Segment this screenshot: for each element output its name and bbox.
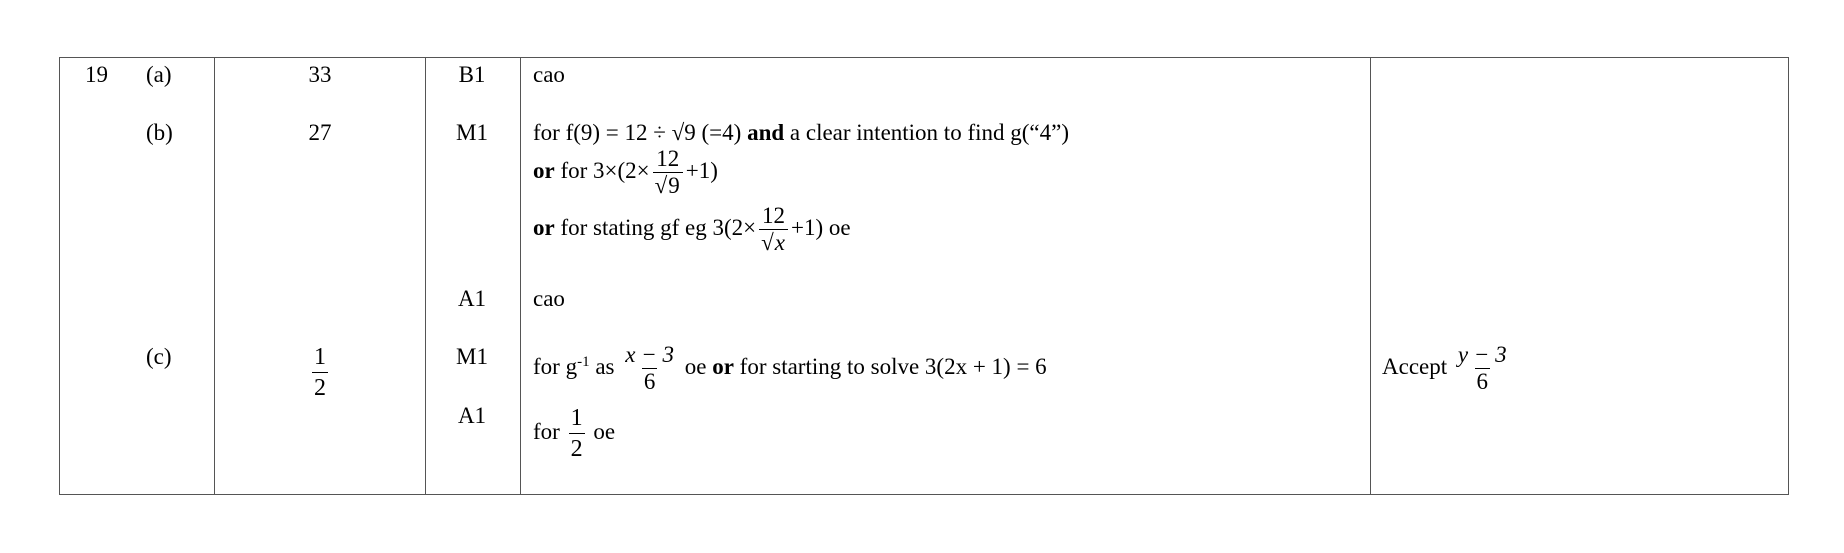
part-c-a1-suffix: oe <box>587 418 616 444</box>
part-c-m1-superscript: -1 <box>577 353 590 370</box>
part-b-m1-line1 <box>533 118 1069 148</box>
part-c-label: (c) <box>146 344 172 369</box>
part-a-mark-code: B1 <box>458 62 486 87</box>
part-b-label: (b) <box>146 120 173 145</box>
part-b-answer: 27 <box>308 120 332 145</box>
part-c-answer-fraction <box>312 342 328 403</box>
part-c-note-fraction <box>1456 342 1509 395</box>
part-b-m1-line2-prefix: for 3×(2× <box>560 157 650 183</box>
part-c-note-numerator: y − 3 <box>1457 342 1507 367</box>
part-c-a1-prefix: for <box>533 418 566 444</box>
part-b-m1-line1-rest: a clear intention to find g(“4”) <box>789 120 1069 145</box>
part-c-a1-fraction <box>569 403 585 464</box>
part-c-m1-guidance <box>533 342 1047 395</box>
part-c-a1-numerator: 1 <box>570 405 583 431</box>
part-c-note-denominator: 6 <box>1476 369 1488 394</box>
part-b-m1-line3-or: or <box>533 214 555 240</box>
part-b-m1-line2-or: or <box>533 157 555 183</box>
part-b-a1-guidance: cao <box>533 286 565 311</box>
part-b-m1-line3-numerator: 12 <box>762 203 786 228</box>
part-b-m1-line1-bold: and <box>747 120 785 145</box>
part-c-m1-as: as <box>589 353 621 379</box>
part-c-m1-bold: or <box>712 353 734 379</box>
column-divider-1 <box>214 58 215 494</box>
question-number: 19 <box>85 62 108 87</box>
column-divider-3 <box>520 58 521 494</box>
part-a-answer: 33 <box>308 62 332 87</box>
part-c-answer-numerator: 1 <box>314 344 326 370</box>
part-c-answer <box>309 342 331 403</box>
part-c-m1-prefix: for g <box>533 353 578 379</box>
mark-scheme-table <box>59 57 1789 495</box>
part-b-m1-line3-denominator: x <box>774 230 785 255</box>
part-b-m1-line1-text: for f(9) = 12 ÷ √9 (=4) <box>533 120 742 145</box>
part-b-m1-line3-prefix: for stating gf eg 3(2× <box>560 214 757 240</box>
part-a-label: (a) <box>146 62 172 87</box>
part-c-m1-oe: oe <box>678 353 713 379</box>
column-divider-4 <box>1370 58 1371 494</box>
part-c-m1-code: M1 <box>456 344 488 369</box>
part-b-m1-line3-fraction: $\frac{12}{√x}$ <box>759 203 788 256</box>
part-c-m1-fraction <box>623 342 676 395</box>
part-c-a1-denominator: 2 <box>569 433 585 464</box>
part-c-note-prefix: Accept <box>1382 353 1453 379</box>
part-c-m1-numerator: x − 3 <box>625 342 674 367</box>
part-b-m1-line2 <box>533 146 718 199</box>
part-c-a1-guidance <box>533 403 615 464</box>
part-c-answer-denominator: 2 <box>312 372 328 403</box>
part-b-m1-line2-fraction: $\frac{12}{√9}$ <box>653 146 683 199</box>
part-b-m1-line3 <box>533 203 851 256</box>
part-b-m1-line2-numerator: 12 <box>656 146 680 171</box>
part-b-a1-code: A1 <box>457 286 487 311</box>
part-c-m1-rest: for starting to solve 3(2x + 1) = 6 <box>733 353 1047 379</box>
part-c-a1-code: A1 <box>457 403 487 428</box>
part-b-m1-line2-denominator: 9 <box>668 173 680 198</box>
part-b-m1-line2-suffix: +1) <box>685 157 718 183</box>
column-divider-2 <box>425 58 426 494</box>
part-c-note <box>1382 342 1512 395</box>
part-b-m1-code: M1 <box>456 120 488 145</box>
part-b-m1-line3-suffix: +1) oe <box>790 214 851 240</box>
part-c-m1-denominator: 6 <box>643 369 656 394</box>
part-a-guidance: cao <box>533 62 565 87</box>
